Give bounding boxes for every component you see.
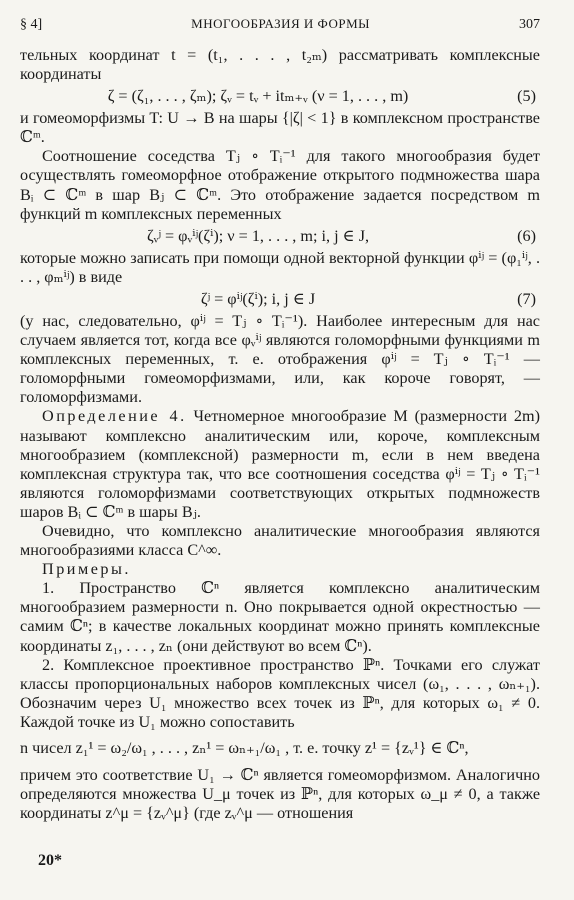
example-2-formula: [20, 732, 540, 766]
equation-5: [20, 84, 540, 109]
example-2-formula-body: n чисел z₁¹ = ω₂/ω₁ , . . . , zₙ¹ = ωₙ₊₁/ω₁ , т. е. точку z¹ = {zᵥ¹} ∈ ℂⁿ,: [20, 739, 469, 758]
paragraph-vector-function: которые можно записать при помощи одной векторной функции φⁱʲ = (φ₁ⁱʲ, . . . , φₘⁱʲ) в виде: [20, 248, 540, 286]
example-1: 1. Пространство ℂⁿ является комплексно аналитическим многообразием размерности n. Оно покрывается одной окрестностью — самим ℂⁿ; в качестве локальных координат можно принять комплексные координаты z₁, . . . , zₙ (они действуют во всем ℂⁿ).: [20, 579, 540, 655]
equation-6: [20, 224, 540, 249]
equation-6-body: ζᵥʲ = φᵥⁱʲ(ζⁱ); ν = 1, . . . , m; i, j ∈ J,: [146, 226, 370, 245]
page-number: 307: [518, 17, 540, 32]
equation-6-number: (6): [517, 226, 536, 245]
paragraph-definition-4: [20, 407, 540, 522]
signature-mark: 20*: [38, 852, 62, 869]
paragraph-homeomorphisms: и гомеоморфизмы T: U → B на шары {|ζ| < 1} в комплексном пространстве ℂᵐ.: [20, 109, 540, 147]
running-title: МНОГООБРАЗИЯ И ФОРМЫ: [191, 16, 370, 31]
equation-7-body: ζʲ = φⁱʲ(ζⁱ); i, j ∈ J: [200, 289, 316, 308]
definition-label: Определение 4.: [42, 407, 187, 426]
body-text: [20, 46, 540, 823]
equation-5-number: (5): [517, 87, 536, 106]
paragraph-neighborhood: Соотношение соседства Tⱼ ∘ Tᵢ⁻¹ для такого многообразия будет осуществлять гомеоморфное отображение открытого подмножества шара Bᵢ ⊂ ℂᵐ в шар Bⱼ ⊂ ℂᵐ. Это отображение задается посредством m функций m комплексных переменных: [20, 147, 540, 223]
running-header: [20, 16, 540, 40]
paragraph-obviously: Очевидно, что комплексно аналитические многообразия являются многообразиями класса C^∞.: [20, 521, 540, 560]
paragraph-intro: тельных координат t = (t₁, . . . , t₂ₘ) рассматривать комплексные координаты: [20, 46, 540, 84]
section-marker: § 4]: [20, 17, 43, 32]
equation-7: [20, 287, 540, 312]
example-2: 2. Комплексное проективное пространство ℙⁿ. Точками его служат классы пропорциональных наборов комплексных чисел (ω₁, . . . , ωₙ₊₁). Обозначим через U₁ множество всех точек из ℙⁿ, для которых ω₁ ≠ 0. Каждой точке из U₁ можно сопоставить: [20, 655, 540, 731]
example-2-continued: причем это соответствие U₁ → ℂⁿ является гомеоморфизмом. Аналогично определяются множества U_μ точек из ℙⁿ, для которых ω_μ ≠ 0, а также координаты z^μ = {zᵥ^μ} (где zᵥ^μ — отношения: [20, 766, 540, 823]
paragraph-holomorphic: (у нас, следовательно, φⁱʲ = Tⱼ ∘ Tᵢ⁻¹). Наиболее интересным для нас случаем является тот, когда все φᵥⁱʲ являются голоморфными функциями m комплексных переменных, т. е. отображения φⁱʲ = Tⱼ ∘ Tᵢ⁻¹ — голоморфными гомеоморфизмами, или, как короче говорят, — голоморфизмами.: [20, 311, 540, 407]
equation-7-number: (7): [517, 289, 536, 308]
definition-text: Четномерное многообразие M (размерности 2m) называют комплексно аналитическим или, короче, комплексным многообразием (комплексной) размерности m, если в нем введена комплексная структура так, что все соотношения соседства φⁱʲ = Tⱼ ∘ Tᵢ⁻¹ являются голоморфизмами соответствующих открытых подмножеств шаров Bᵢ ⊂ ℂᵐ в шары Bⱼ.: [20, 407, 540, 521]
equation-5-body: ζ = (ζ₁, . . . , ζₘ); ζᵥ = tᵥ + itₘ₊ᵥ (ν = 1, . . . , m): [107, 87, 409, 106]
examples-heading: Примеры.: [42, 560, 131, 579]
